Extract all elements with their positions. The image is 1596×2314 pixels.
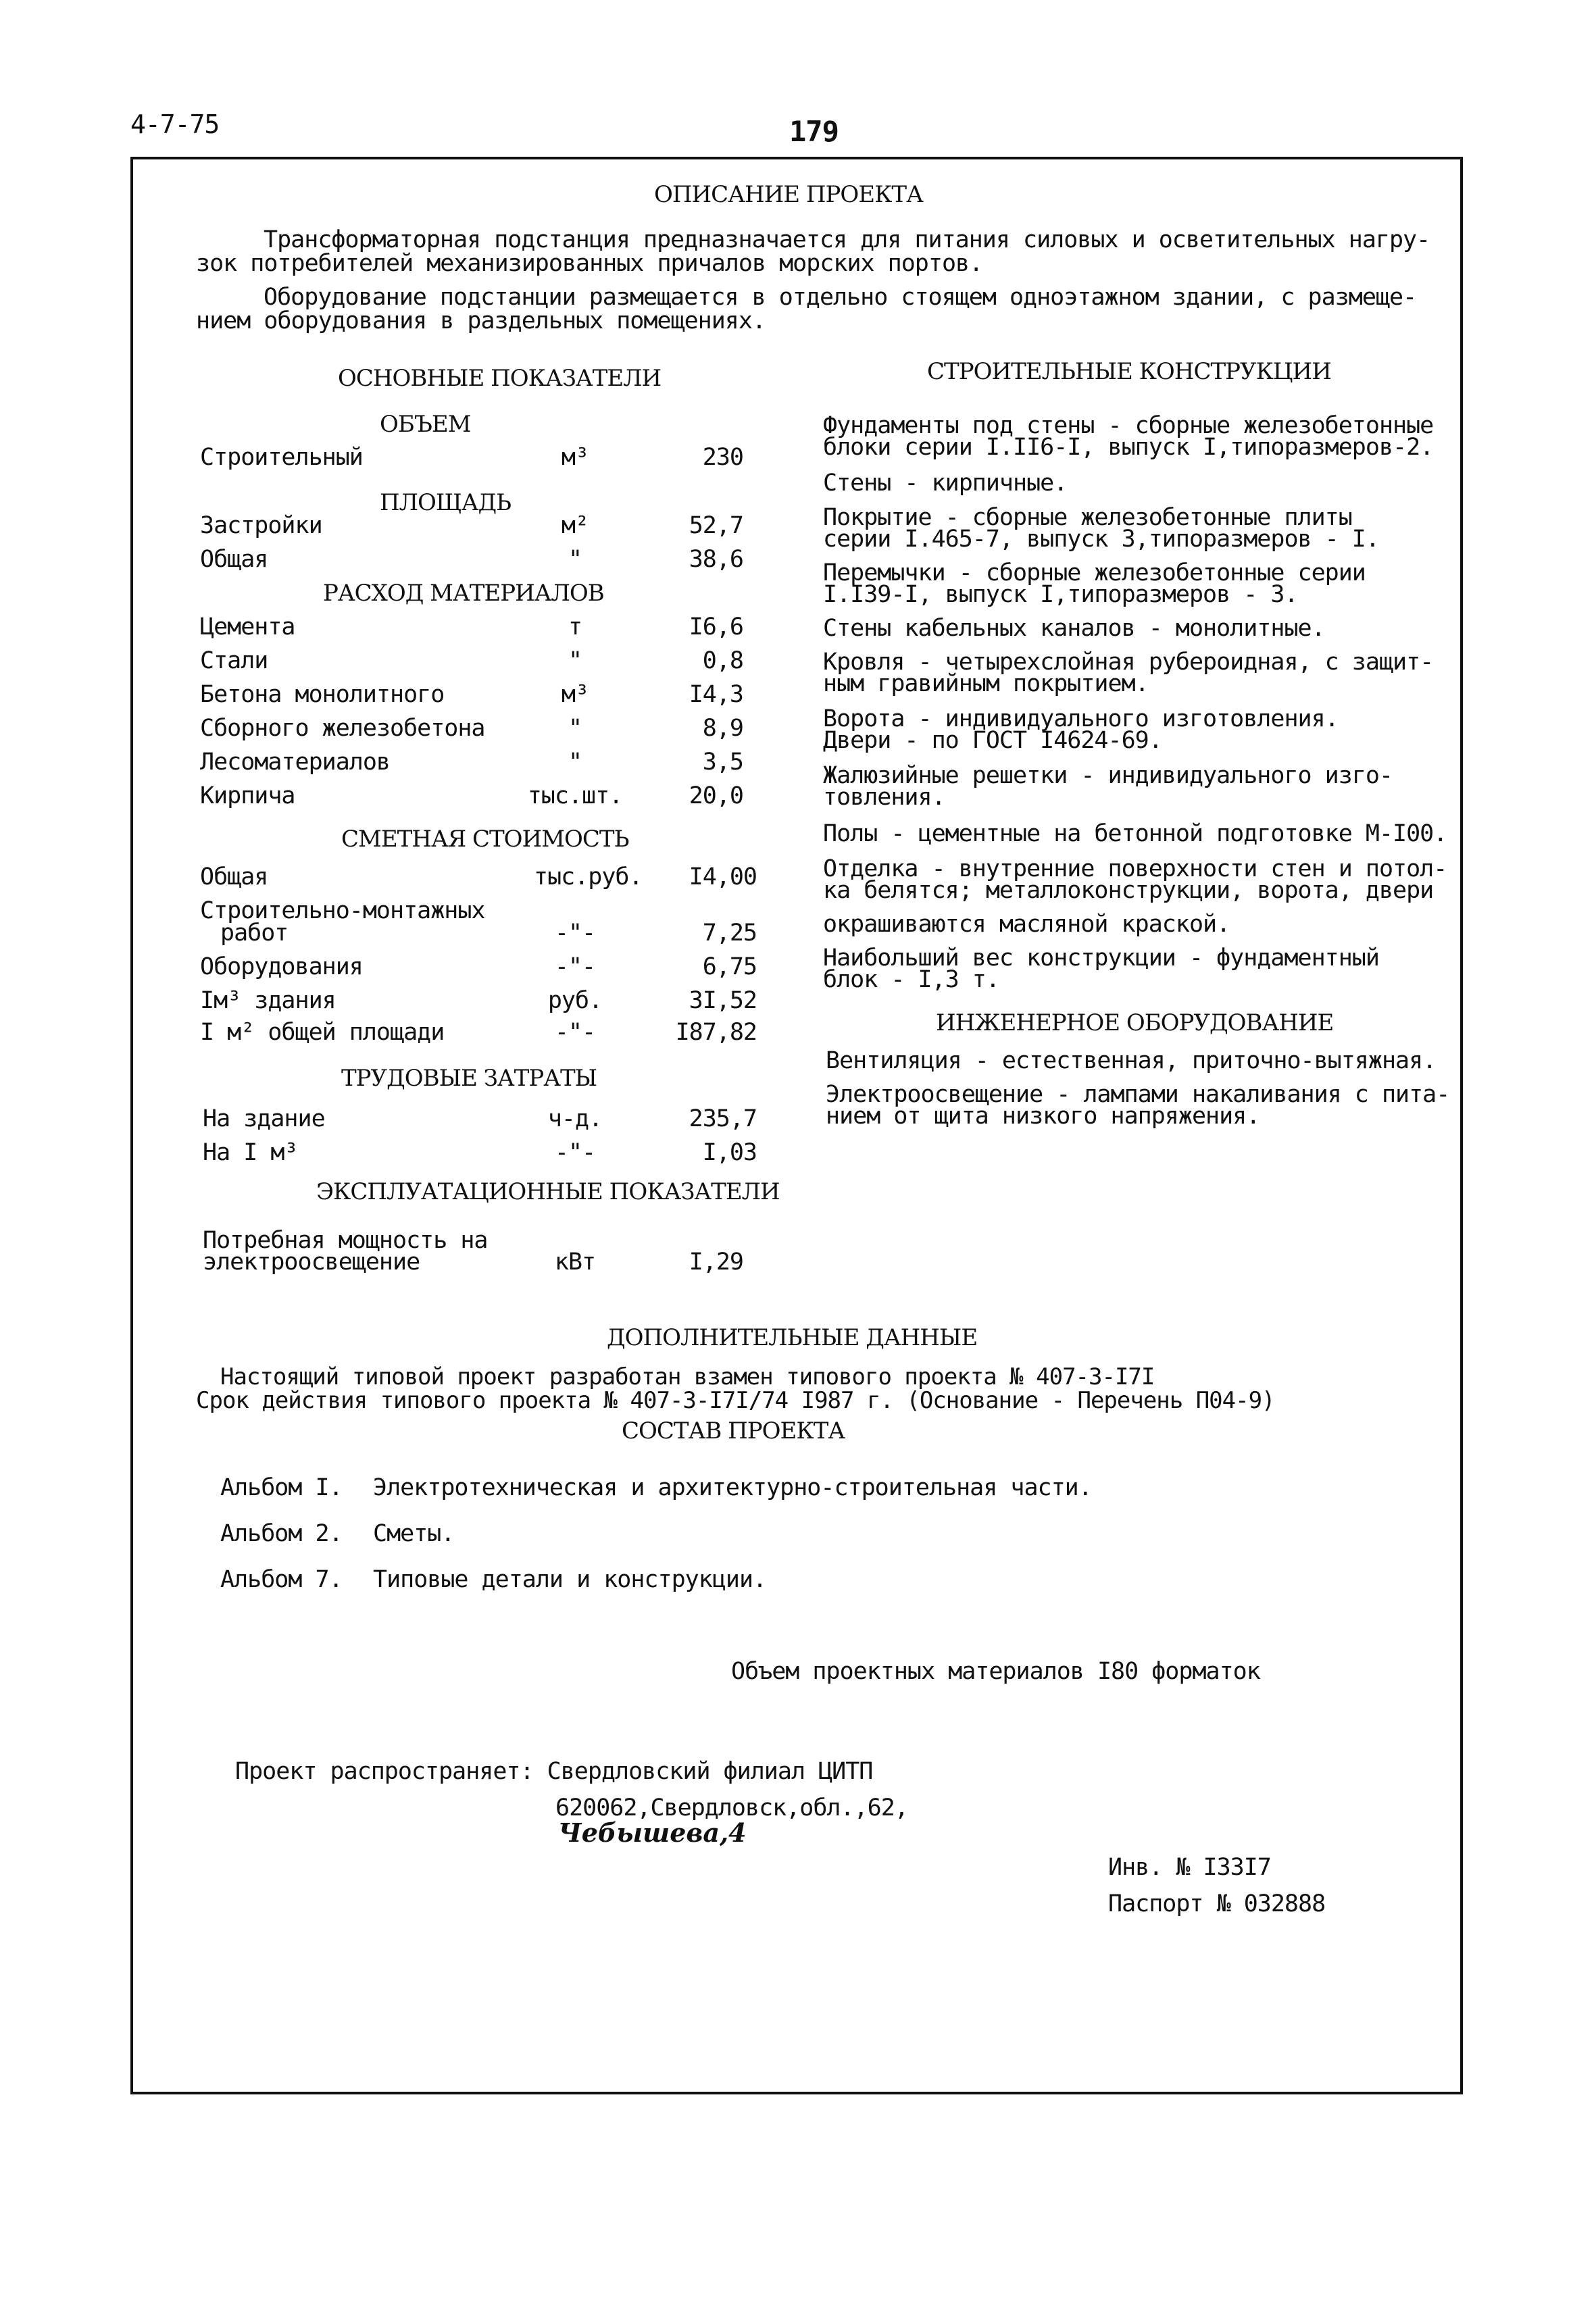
construction-line: ка белятся; металлоконструкции, ворота, двери	[823, 877, 1434, 904]
construction-line: товления.	[823, 784, 945, 811]
document-code: 4-7-75	[130, 109, 220, 139]
indicator-value: 0,8	[702, 647, 743, 674]
indicator-unit: "	[568, 647, 582, 674]
indicator-unit: тыс.руб.	[534, 863, 643, 890]
engineering-line: Вентиляция - естественная, приточно-вытяжная.	[826, 1047, 1437, 1074]
indicator-value: 38,6	[689, 546, 743, 573]
construction-line: блоки серии I.II6-I, выпуск I,типоразмеров-2.	[823, 434, 1434, 461]
indicator-unit: м³	[561, 444, 589, 471]
indicator-label: Строительно-монтажных	[200, 897, 485, 924]
indicator-value: 230	[702, 444, 743, 471]
distributor-address: 620062,Свердловск,обл.,62,	[555, 1794, 908, 1821]
engineering-line: нием от щита низкого напряжения.	[826, 1103, 1260, 1130]
operational-heading: ЭКСПЛУАТАЦИОННЫЕ ПОКАЗАТЕЛИ	[316, 1178, 780, 1205]
indicator-unit: -"-	[554, 1139, 596, 1166]
indicator-label: Сборного железобетона	[200, 715, 485, 742]
indicator-unit: -"-	[554, 1019, 596, 1046]
construction-line: Фундаменты под стены - сборные железобетонные	[823, 412, 1434, 439]
indicator-unit: "	[568, 749, 582, 776]
indicator-label: Лесоматериалов	[200, 749, 391, 776]
indicator-value: 20,0	[689, 782, 743, 809]
construction-line: Наибольший вес конструкции - фундаментный	[823, 945, 1379, 972]
construction-line: Стены - кирпичные.	[823, 470, 1068, 497]
intro-line: Оборудование подстанции размещается в отдельно стоящем одноэтажном здании, с размеще-	[264, 284, 1417, 311]
indicator-label: I м² общей площади	[200, 1019, 445, 1046]
labor-heading: ТРУДОВЫЕ ЗАТРАТЫ	[341, 1065, 597, 1092]
indicator-label: Общая	[200, 546, 268, 573]
album-title: Типовые детали и конструкции.	[373, 1566, 767, 1593]
composition-heading: СОСТАВ ПРОЕКТА	[622, 1417, 845, 1444]
indicator-unit: -"-	[554, 953, 596, 980]
indicator-value: 6,75	[702, 953, 757, 980]
indicators-heading: ОСНОВНЫЕ ПОКАЗАТЕЛИ	[338, 365, 662, 392]
intro-line: Трансформаторная подстанция предназначается для питания силовых и осветительных нагру-	[264, 226, 1430, 253]
additional-line: Срок действия типового проекта № 407-3-I7I/74 I987 г. (Основание - Перечень П04-9)	[196, 1387, 1275, 1414]
indicator-value: I4,00	[689, 863, 757, 890]
album-name: Альбом I.	[220, 1474, 343, 1501]
construction-line: Покрытие - сборные железобетонные плиты	[823, 504, 1352, 531]
indicator-label: Стали	[200, 647, 268, 674]
indicator-label: работ	[220, 920, 289, 947]
indicator-value: 7,25	[702, 920, 757, 947]
construction-line: Двери - по ГОСТ I4624-69.	[823, 727, 1162, 754]
indicator-label: Потребная мощность на	[203, 1227, 488, 1254]
construction-line: серии I.465-7, выпуск 3,типоразмеров - I.	[823, 526, 1379, 553]
inventory-number: Инв. № I33I7	[1108, 1854, 1271, 1881]
construction-line: Ворота - индивидуального изготовления.	[823, 705, 1339, 732]
intro-line: нием оборудования в раздельных помещениях.	[196, 307, 766, 334]
indicator-value: 3,5	[702, 749, 743, 776]
indicator-value: I,29	[689, 1249, 743, 1276]
indicator-label: Бетона монолитного	[200, 681, 445, 708]
construction-line: Перемычки - сборные железобетонные серии	[823, 559, 1366, 586]
indicator-value: 52,7	[689, 512, 743, 539]
indicator-unit: кВт	[554, 1249, 596, 1276]
indicator-value: I,03	[702, 1139, 757, 1166]
indicator-unit: "	[568, 715, 582, 742]
indicator-value: I87,82	[675, 1019, 757, 1046]
distributor-address-street: Чебышева,4	[558, 1817, 747, 1848]
construction-line: Полы - цементные на бетонной подготовке М-I00.	[823, 820, 1447, 847]
intro-line: зок потребителей механизированных причалов морских портов.	[196, 250, 983, 277]
indicator-label: Кирпича	[200, 782, 295, 809]
construction-line: блок - I,3 т.	[823, 966, 999, 993]
construction-line: I.I39-I, выпуск I,типоразмеров - 3.	[823, 581, 1298, 608]
indicator-label: На I м³	[203, 1139, 298, 1166]
page-number: 179	[789, 115, 839, 148]
indicator-value: I4,3	[689, 681, 743, 708]
cost-heading: СМЕТНАЯ СТОИМОСТЬ	[341, 826, 629, 853]
album-title: Электротехническая и архитектурно-строительная части.	[373, 1474, 1092, 1501]
construction-heading: СТРОИТЕЛЬНЫЕ КОНСТРУКЦИИ	[927, 358, 1331, 385]
engineering-heading: ИНЖЕНЕРНОЕ ОБОРУДОВАНИЕ	[936, 1009, 1334, 1036]
indicator-unit: руб.	[547, 987, 603, 1014]
indicator-label: Iм³ здания	[200, 987, 336, 1014]
materials-volume-note: Объем проектных материалов I80 форматок	[731, 1658, 1260, 1685]
additional-line: Настоящий типовой проект разработан взамен типового проекта № 407-3-I7I	[220, 1363, 1155, 1390]
indicator-value: 235,7	[689, 1105, 757, 1132]
indicator-label: Застройки	[200, 512, 322, 539]
indicator-label: Оборудования	[200, 953, 363, 980]
page-title: ОПИСАНИЕ ПРОЕКТА	[654, 181, 923, 208]
additional-heading: ДОПОЛНИТЕЛЬНЫЕ ДАННЫЕ	[607, 1324, 978, 1351]
construction-line: Жалюзийные решетки - индивидуального изго-	[823, 762, 1393, 789]
passport-number: Паспорт № 032888	[1108, 1890, 1326, 1917]
construction-line: ным гравийным покрытием.	[823, 670, 1149, 697]
indicator-unit: м³	[561, 681, 589, 708]
indicator-unit: -"-	[554, 920, 596, 947]
construction-line: Отделка - внутренние поверхности стен и потол-	[823, 855, 1447, 882]
distributor-label: Проект распространяет: Свердловский филиал ЦИТП	[235, 1758, 873, 1785]
album-name: Альбом 7.	[220, 1566, 343, 1593]
album-name: Альбом 2.	[220, 1520, 343, 1547]
indicator-label: электроосвещение	[203, 1249, 420, 1276]
indicator-unit: т	[568, 613, 582, 640]
album-title: Сметы.	[373, 1520, 455, 1547]
indicator-value: I6,6	[689, 613, 743, 640]
indicator-unit: ч-д.	[547, 1105, 603, 1132]
indicator-unit: м²	[561, 512, 589, 539]
engineering-line: Электроосвещение - лампами накаливания с пита-	[826, 1081, 1450, 1108]
indicator-unit: "	[568, 546, 582, 573]
indicator-value: 3I,52	[689, 987, 757, 1014]
indicator-value: 8,9	[702, 715, 743, 742]
construction-line: окрашиваются масляной краской.	[823, 911, 1230, 938]
indicator-label: Цемента	[200, 613, 295, 640]
indicator-label: Общая	[200, 863, 268, 890]
indicator-label: На здание	[203, 1105, 325, 1132]
indicator-label: Строительный	[200, 444, 363, 471]
materials-heading: РАСХОД МАТЕРИАЛОВ	[323, 580, 604, 607]
volume-heading: ОБЪЕМ	[380, 411, 471, 438]
area-heading: ПЛОЩАДЬ	[380, 489, 511, 516]
construction-line: Стены кабельных каналов - монолитные.	[823, 615, 1325, 642]
indicator-unit: тыс.шт.	[527, 782, 623, 809]
construction-line: Кровля - четырехслойная рубероидная, с защит-	[823, 649, 1434, 676]
